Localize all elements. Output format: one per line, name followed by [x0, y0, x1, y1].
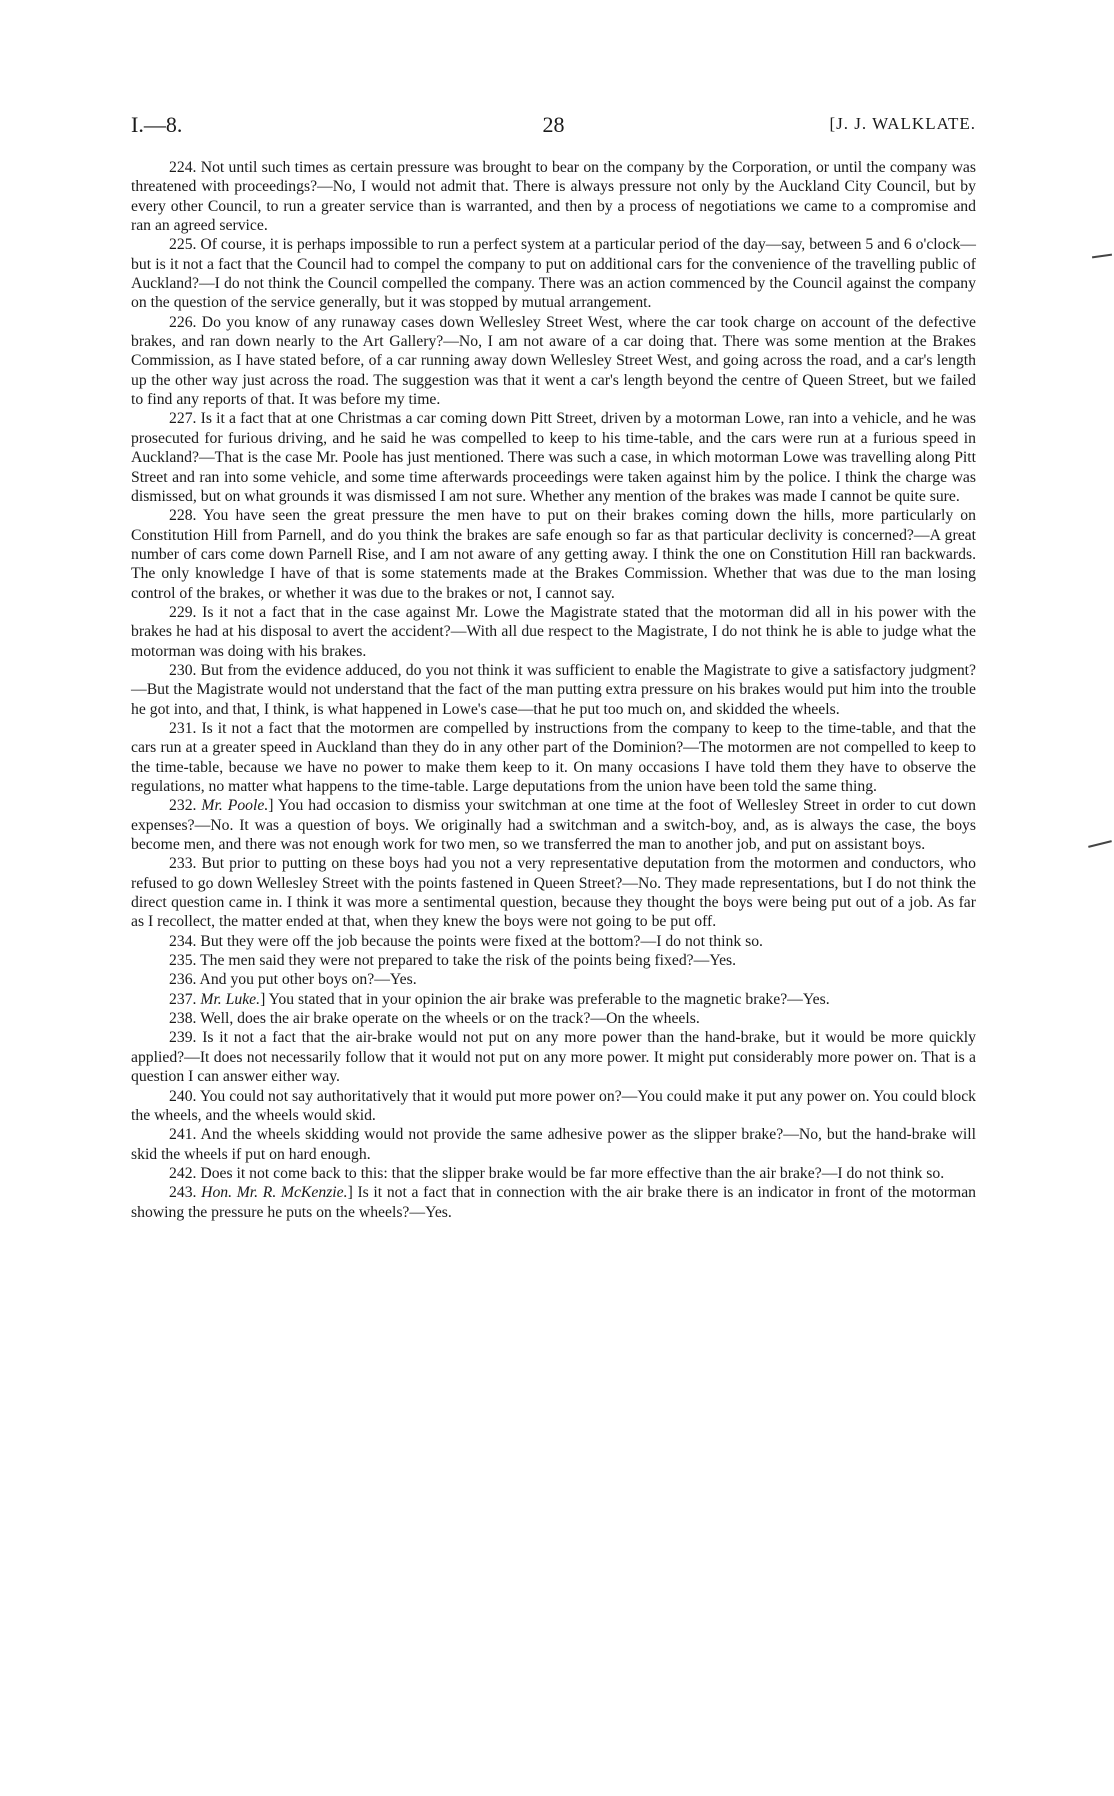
question-number: 241. — [169, 1126, 197, 1144]
question-text: You could not say authoritatively that it would put more power on?—You could make it put any power on. You could block the wheels, and the wheels would skid. — [131, 1087, 976, 1124]
question-number: 233. — [169, 855, 197, 873]
question-text: But prior to putting on these boys had you not a very representative deputation from the motormen and conductors, who refused to go down Wellesley Street with the points fastened in Queen Street?—No. They made representations, but I do not think the direct question came in. I think it was more a sentimental question, because they thought the boys were being put out of a job. As far as I recollect, the matter ended at that, when they knew the boys were not going to be put off. — [131, 855, 976, 931]
question-236 — [131, 970, 976, 989]
question-number: 238. — [169, 1010, 197, 1028]
question-number: 232. — [169, 797, 197, 815]
question-238 — [131, 1009, 976, 1028]
question-239 — [131, 1028, 976, 1086]
question-231 — [131, 719, 976, 796]
question-text: ] You stated that in your opinion the air brake was preferable to the magnetic brake?—Yes. — [260, 990, 830, 1008]
question-number: 239. — [169, 1029, 197, 1047]
question-text: Does it not come back to this: that the slipper brake would be far more effective than the air brake?—I do not think so. — [196, 1164, 945, 1182]
question-226 — [131, 313, 976, 410]
question-242 — [131, 1164, 976, 1183]
question-number: 226. — [169, 313, 197, 331]
question-234 — [131, 932, 976, 951]
question-230 — [131, 661, 976, 719]
question-number: 225. — [169, 236, 197, 254]
witness-name: [J. J. WALKLATE. — [829, 114, 976, 133]
margin-scan-mark — [1088, 840, 1112, 848]
question-240 — [131, 1087, 976, 1126]
question-243 — [131, 1183, 976, 1222]
question-235 — [131, 951, 976, 970]
question-text: Not until such times as certain pressure was brought to bear on the company by the Corporation, or until the company was threatened with proceedings?—No, I would not admit that. There is always pressure not only by the Auckland City Council, but by every other Council, to run a greater service than is warranted, and then by a process of negotiations we came to a compromise and ran an agreed service. — [131, 159, 976, 235]
question-number: 224. — [169, 159, 197, 176]
question-text: Of course, it is perhaps impossible to run a perfect system at a particular period of the day—say, between 5 and 6 o'clock—but is it not a fact that the Council had to compel the company to put on additional cars for the convenience of the travelling public of Auckland?—I do not think the Council compelled the company. There was an action commenced by the Council against the company on the question of the service generally, but it was stopped by mutual arrangement. — [131, 236, 976, 312]
question-text: Is it not a fact that in the case against Mr. Lowe the Magistrate stated that the motorman did all in his power with the brakes he had at his disposal to avert the accident?—With all due respect to the Magistrate, I do not think he is able to judge what the motorman was doing with his brakes. — [131, 603, 976, 660]
question-text: Is it not a fact that the motormen are compelled by instructions from the company to keep to the time-table, and that the cars run at a greater speed in Auckland than they do in any other part of the Dominion?—The motormen are not compelled to keep to the time-table, because we have no power to make them keep to it. On many occasions I have told them they have to observe the regulations, no matter what happens to the time-table. Large deputations from the union have been told the same thing. — [131, 719, 976, 795]
question-text: You have seen the great pressure the men have to put on their brakes coming down the hills, more particularly on Constitution Hill from Parnell, and do you think the brakes are safe enough so far as that particular declivity is concerned?—A great number of cars come down Parnell Rise, and I am not aware of any getting away. I think the one on Constitution Hill ran backwards. The only knowledge I have of that is some statements made at the Brakes Commission. Whether that was due to the man losing control of the brakes, or whether it was due to the brakes or not, I cannot say. — [131, 507, 976, 602]
question-number: 243. — [169, 1184, 197, 1202]
testimony-body — [131, 158, 976, 1222]
question-229 — [131, 603, 976, 661]
question-number: 234. — [169, 932, 197, 950]
question-number: 230. — [169, 661, 197, 679]
question-text: And the wheels skidding would not provide the same adhesive power as the slipper brake?—No, but the hand-brake will skid the wheels if put on hard enough. — [131, 1126, 976, 1163]
question-number: 236. — [169, 971, 197, 989]
question-241 — [131, 1125, 976, 1164]
question-227 — [131, 409, 976, 506]
question-text: ] You had occasion to dismiss your switchman at one time at the foot of Wellesley Street in order to cut down expenses?—No. It was a question of boys. We originally had a switchman and a switch-boy, and, as is always the case, the boys become men, and there was not enough work for two men, so we transferred the man to another job, and put on assistant boys. — [131, 797, 976, 854]
speaker-name: Mr. Poole. — [201, 797, 269, 815]
document-reference: I.—8. — [131, 112, 183, 137]
question-number: 235. — [169, 952, 197, 970]
question-233 — [131, 854, 976, 931]
question-number: 227. — [169, 410, 197, 428]
page-header — [131, 112, 976, 146]
question-number: 240. — [169, 1087, 197, 1105]
question-number: 231. — [169, 719, 197, 737]
question-number: 242. — [169, 1164, 197, 1182]
speaker-name: Hon. Mr. R. McKenzie. — [201, 1184, 348, 1202]
question-number: 229. — [169, 603, 197, 621]
question-text: The men said they were not prepared to take the risk of the points being fixed?—Yes. — [196, 952, 737, 970]
page-number: 28 — [542, 112, 565, 137]
question-text: Is it not a fact that the air-brake would not put on any more power than the hand-brake, but it would be more quickly applied?—It does not necessarily follow that it would not put on any more power. It might put considerably more power on. That is a question I can answer either way. — [131, 1029, 976, 1086]
question-number: 237. — [169, 990, 197, 1008]
margin-scan-mark — [1092, 254, 1112, 259]
question-text: But from the evidence adduced, do you not think it was sufficient to enable the Magistrate to give a satisfactory judgment?—But the Magistrate would not understand that the fact of the man putting extra pressure on his brakes would put him into the trouble he got into, and that, I think, is what happened in Lowe's case—that he put too much on, and skidded the wheels. — [131, 661, 976, 718]
question-text: But they were off the job because the points were fixed at the bottom?—I do not think so. — [196, 932, 763, 950]
question-237 — [131, 990, 976, 1009]
question-225 — [131, 235, 976, 312]
question-224 — [131, 158, 976, 235]
question-228 — [131, 506, 976, 603]
question-text: Is it a fact that at one Christmas a car coming down Pitt Street, driven by a motorman Lowe, ran into a vehicle, and he was prosecuted for furious driving, and he said he was compelled to keep to his time-table, and the cars were run at a furious speed in Auckland?—That is the case Mr. Poole has just mentioned. There was such a case, in which motorman Lowe was travelling along Pitt Street and ran into some vehicle, and some time afterwards proceedings were taken against him by the police. I think the charge was dismissed, but on what grounds it was dismissed I am not sure. Whether any mention of the brakes was made I cannot be quite sure. — [131, 410, 976, 505]
document-page — [131, 112, 976, 1222]
question-text: Do you know of any runaway cases down Wellesley Street West, where the car took charge on account of the defective brakes, and ran down nearly to the Art Gallery?—No, I am not aware of a car doing that. There was some mention at the Brakes Commission, as I have stated before, of a car running away down Wellesley Street West, and going across the road, and a car's length up the other way just across the road. The suggestion was that it went a car's length beyond the centre of Queen Street, but we failed to find any reports of that. It was before my time. — [131, 313, 976, 409]
question-number: 228. — [169, 507, 197, 525]
question-text: ] Is it not a fact that in connection with the air brake there is an indicator in front of the motorman showing the pressure he puts on the wheels?—Yes. — [131, 1184, 976, 1221]
question-text: And you put other boys on?—Yes. — [196, 971, 417, 989]
question-232 — [131, 796, 976, 854]
question-text: Well, does the air brake operate on the wheels or on the track?—On the wheels. — [196, 1010, 700, 1028]
speaker-name: Mr. Luke. — [200, 990, 261, 1008]
